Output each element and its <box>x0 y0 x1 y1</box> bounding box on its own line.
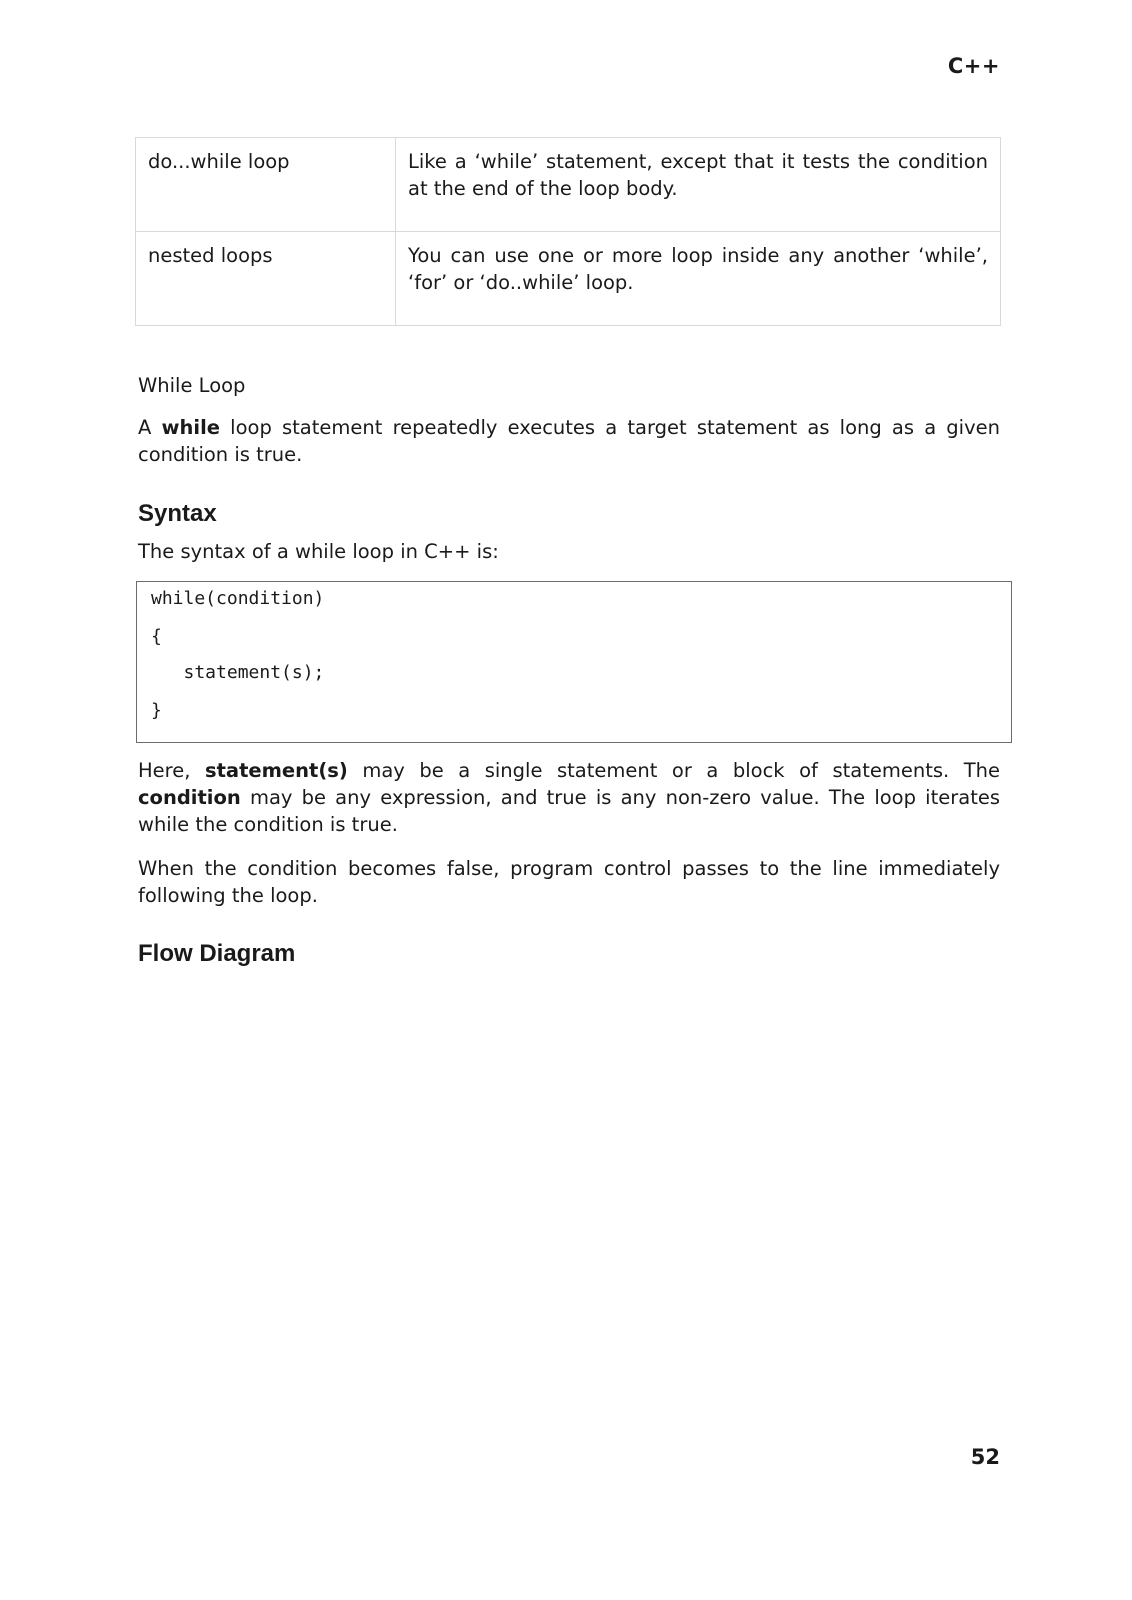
while-loop-intro <box>138 414 1000 468</box>
syntax-heading: Syntax <box>138 500 217 527</box>
page-number: 52 <box>970 1445 1000 1469</box>
loop-types-table <box>135 137 1001 326</box>
while-keyword: while <box>161 416 221 439</box>
statement-keyword: statement(s) <box>204 759 348 782</box>
table-row <box>136 232 1001 326</box>
explanation-text: may be any expression, and true is any non-zero value. The loop iterates while the condition is true. <box>138 786 1000 836</box>
final-paragraph: When the condition becomes false, program control passes to the line immediately following the loop. <box>138 857 1000 907</box>
while-loop-heading: While Loop <box>138 374 246 397</box>
code-line: statement(s); <box>151 662 325 683</box>
intro-prefix: A <box>138 416 162 439</box>
loop-description-cell: Like a ‘while’ statement, except that it tests the condition at the end of the loop body. <box>396 138 1001 232</box>
loop-type-cell: do...while loop <box>136 138 396 232</box>
code-block <box>136 581 1012 743</box>
header-title: C++ <box>947 54 1000 78</box>
condition-keyword: condition <box>138 786 241 809</box>
code-line: while(condition) <box>151 588 325 609</box>
code-line: { <box>151 626 162 647</box>
intro-suffix: loop statement repeatedly executes a target statement as long as a given condition is true. <box>138 416 1000 466</box>
table-row <box>136 138 1001 232</box>
explanation-text: may be a single statement or a block of statements. The <box>347 759 1000 782</box>
explanation-text: Here, <box>138 759 205 782</box>
code-line: } <box>151 700 162 721</box>
loop-type-cell: nested loops <box>136 232 396 326</box>
syntax-intro: The syntax of a while loop in C++ is: <box>138 540 499 563</box>
flow-diagram-heading: Flow Diagram <box>138 940 296 967</box>
loop-description-cell: You can use one or more loop inside any another ‘while’, ‘for’ or ‘do..while’ loop. <box>396 232 1001 326</box>
explanation-paragraph <box>138 757 1000 838</box>
